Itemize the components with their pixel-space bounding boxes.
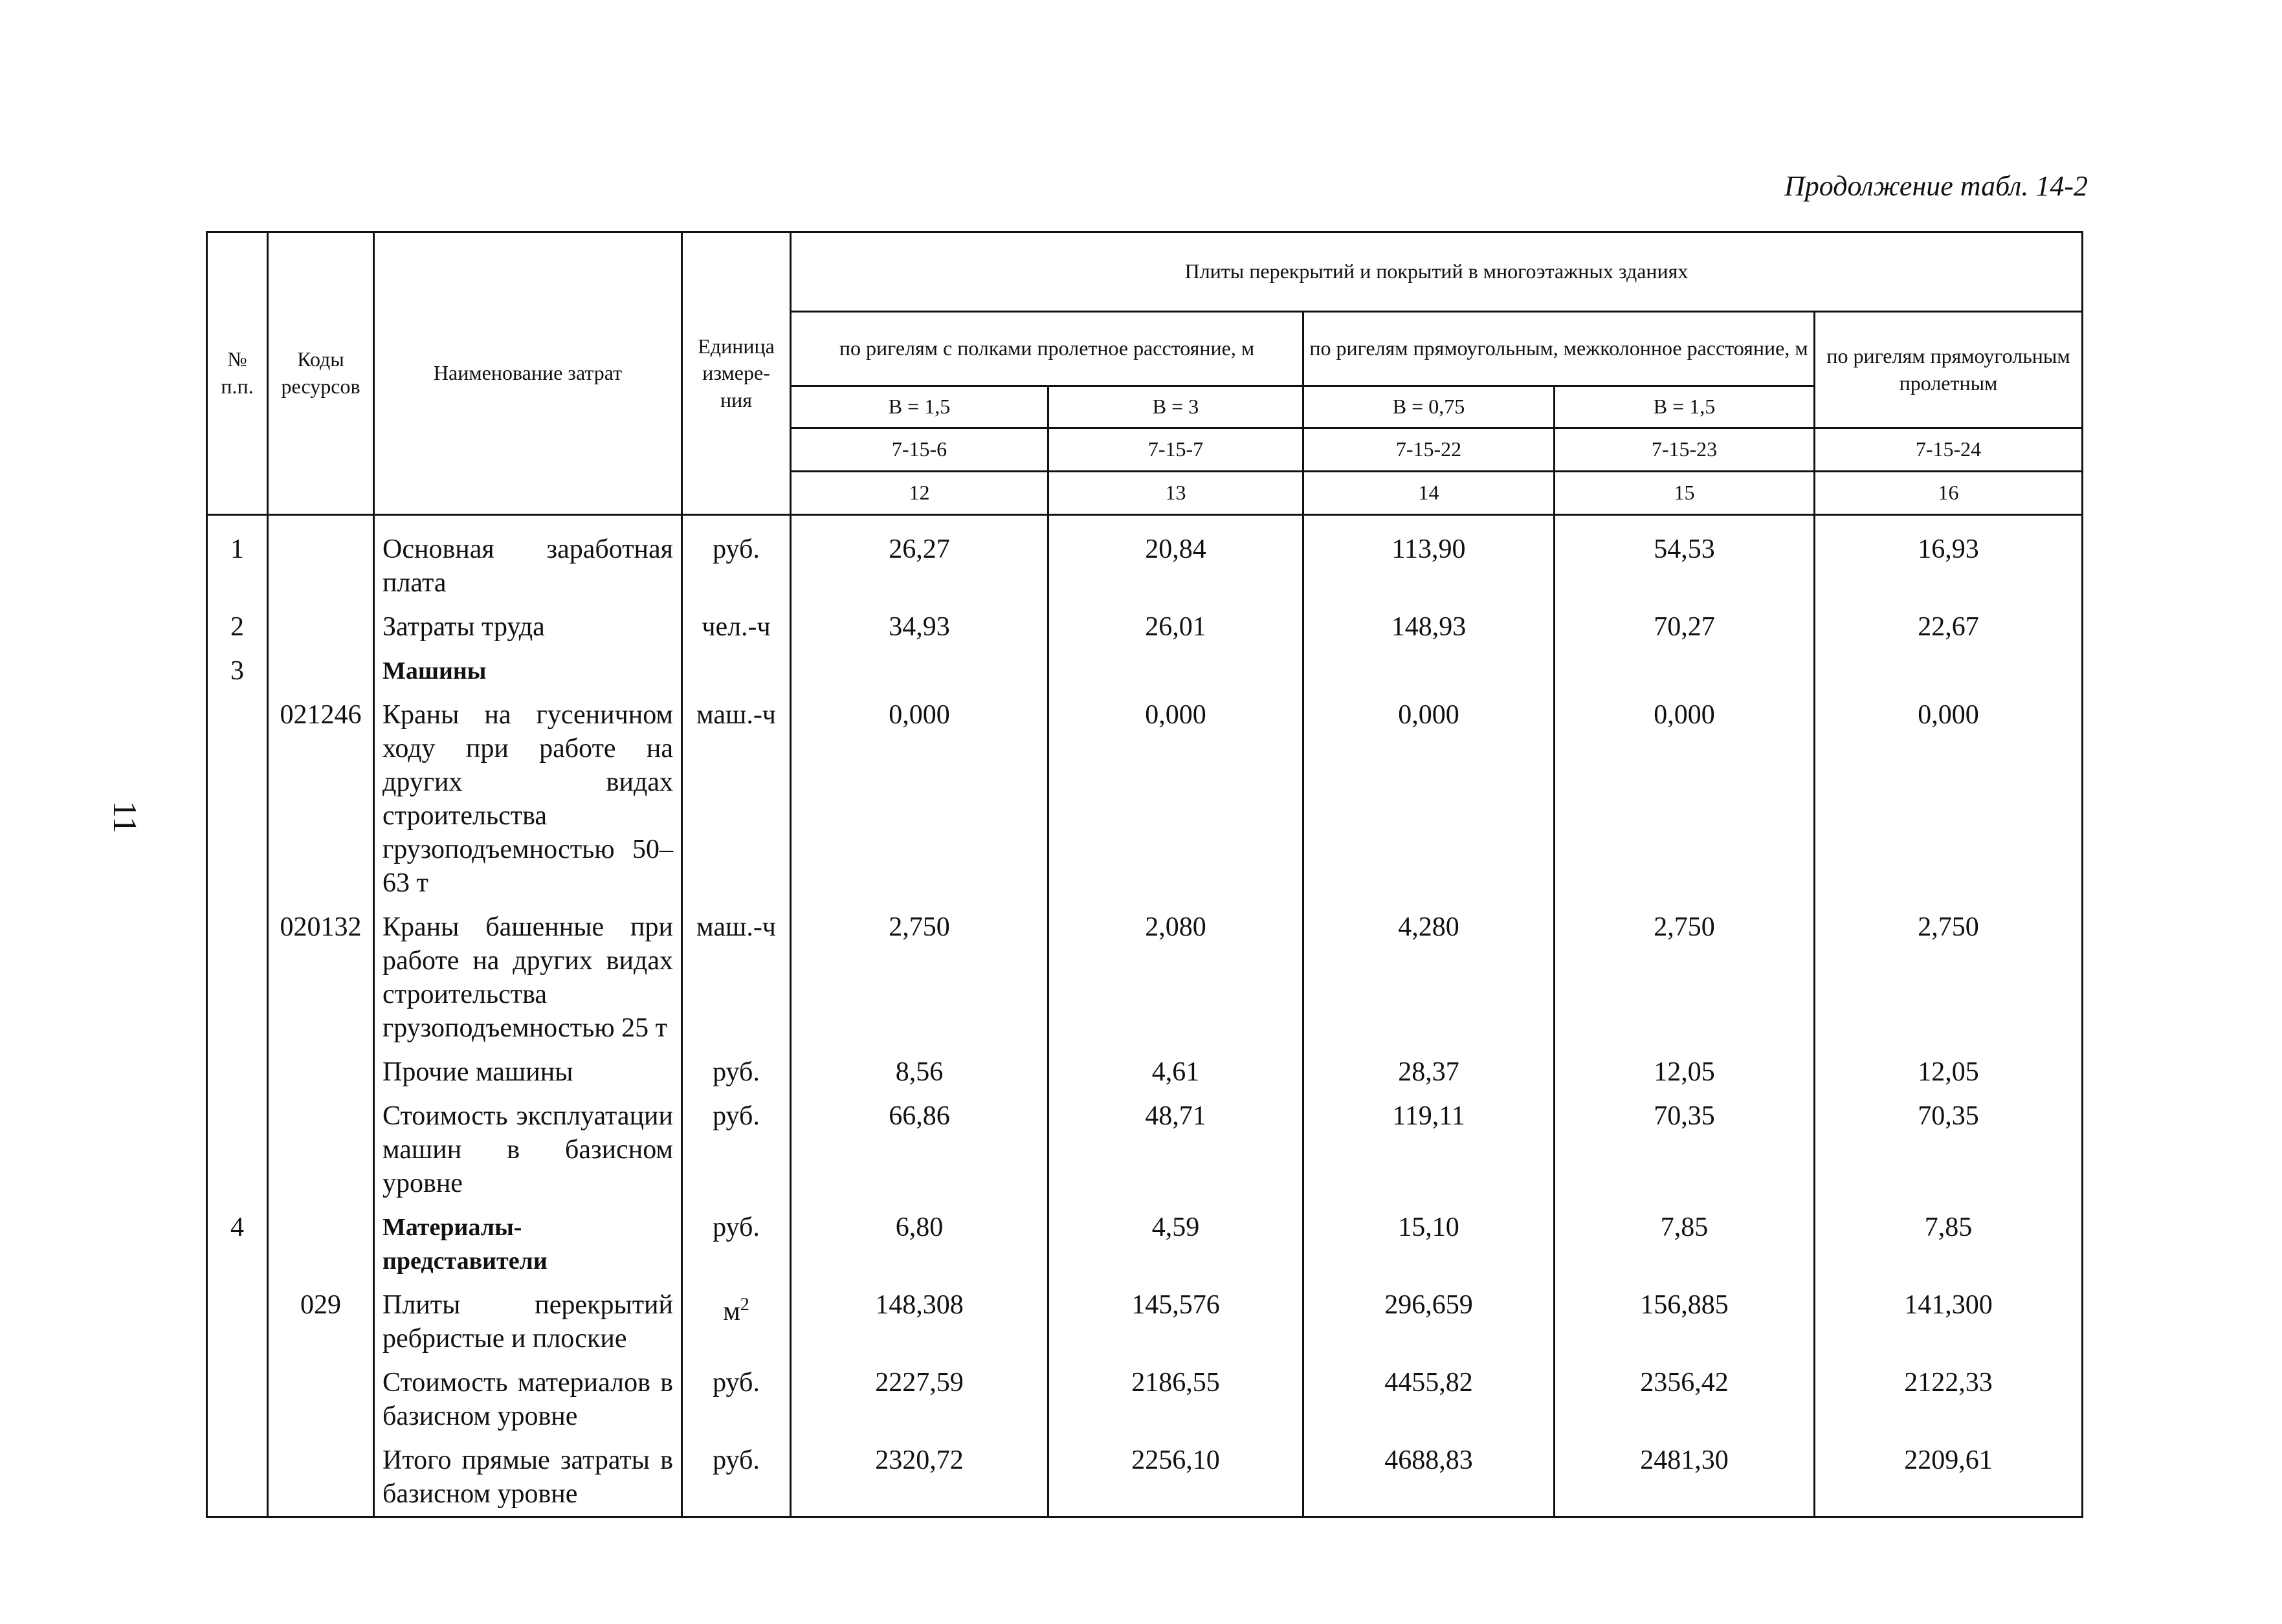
row-number — [207, 905, 268, 1050]
header-b-1: В = 1,5 — [791, 386, 1048, 428]
value-14: 119,11 — [1303, 1094, 1555, 1205]
resource-code — [268, 649, 374, 693]
resource-code — [268, 1205, 374, 1283]
cost-table — [206, 231, 2083, 1518]
unit: руб. — [682, 1438, 791, 1517]
cost-name: Прочие машины — [374, 1050, 682, 1094]
cost-name: Итого прямые затраты в базисном уровне — [374, 1438, 682, 1517]
unit: чел.-ч — [682, 605, 791, 649]
row-number: 1 — [207, 515, 268, 606]
header-col-unit: Единица измере-ния — [682, 232, 791, 515]
resource-code: 020132 — [268, 905, 374, 1050]
value-12: 34,93 — [791, 605, 1048, 649]
header-b-2: В = 3 — [1048, 386, 1303, 428]
header-num-4: 15 — [1555, 472, 1815, 515]
value-15: 70,35 — [1555, 1094, 1815, 1205]
value-12: 2320,72 — [791, 1438, 1048, 1517]
value-16: 2,750 — [1815, 905, 2083, 1050]
value-14: 28,37 — [1303, 1050, 1555, 1094]
header-col-name: Наименование затрат — [374, 232, 682, 515]
cost-name: Затраты труда — [374, 605, 682, 649]
row-number: 4 — [207, 1205, 268, 1283]
value-12: 2227,59 — [791, 1361, 1048, 1438]
header-num-2: 13 — [1048, 472, 1303, 515]
value-16 — [1815, 649, 2083, 693]
value-16: 70,35 — [1815, 1094, 2083, 1205]
value-13: 4,59 — [1048, 1205, 1303, 1283]
header-code-3: 7-15-22 — [1303, 428, 1555, 472]
header-code-1: 7-15-6 — [791, 428, 1048, 472]
row-number — [207, 1283, 268, 1361]
value-14: 296,659 — [1303, 1283, 1555, 1361]
unit: руб. — [682, 1094, 791, 1205]
table-row — [207, 1283, 2083, 1361]
header-code-5: 7-15-24 — [1815, 428, 2083, 472]
value-12: 148,308 — [791, 1283, 1048, 1361]
table-row — [207, 1205, 2083, 1283]
value-15: 12,05 — [1555, 1050, 1815, 1094]
header-subgroup-1: по ригелям с полками пролетное расстояние, м — [791, 312, 1303, 386]
unit-text: м — [723, 1297, 740, 1326]
header-num-3: 14 — [1303, 472, 1555, 515]
value-14: 15,10 — [1303, 1205, 1555, 1283]
value-12: 6,80 — [791, 1205, 1048, 1283]
value-16: 22,67 — [1815, 605, 2083, 649]
table-row — [207, 1361, 2083, 1438]
value-14 — [1303, 649, 1555, 693]
resource-code: 021246 — [268, 693, 374, 905]
header-col-no: № п.п. — [207, 232, 268, 515]
value-14: 4,280 — [1303, 905, 1555, 1050]
value-13: 0,000 — [1048, 693, 1303, 905]
value-14: 4688,83 — [1303, 1438, 1555, 1517]
value-12: 26,27 — [791, 515, 1048, 606]
header-b-3: В = 0,75 — [1303, 386, 1555, 428]
unit — [682, 1283, 791, 1361]
unit: маш.-ч — [682, 693, 791, 905]
section-heading: Материалы-представители — [374, 1205, 682, 1283]
value-13: 26,01 — [1048, 605, 1303, 649]
value-13: 2186,55 — [1048, 1361, 1303, 1438]
cost-name: Краны на гусеничном ходу при работе на других видах строительства грузоподъемностью 50–63 т — [374, 693, 682, 905]
value-16: 2122,33 — [1815, 1361, 2083, 1438]
row-number — [207, 1094, 268, 1205]
value-15: 70,27 — [1555, 605, 1815, 649]
value-12 — [791, 649, 1048, 693]
resource-code — [268, 1438, 374, 1517]
header-col-codes: Коды ресурсов — [268, 232, 374, 515]
value-15: 2481,30 — [1555, 1438, 1815, 1517]
value-15: 2,750 — [1555, 905, 1815, 1050]
unit: руб. — [682, 1050, 791, 1094]
table-row — [207, 1438, 2083, 1517]
page-number: 11 — [106, 801, 143, 834]
row-number — [207, 693, 268, 905]
value-12: 8,56 — [791, 1050, 1048, 1094]
section-heading: Машины — [374, 649, 682, 693]
value-14: 113,90 — [1303, 515, 1555, 606]
table-row — [207, 1050, 2083, 1094]
header-num-5: 16 — [1815, 472, 2083, 515]
table-row — [207, 649, 2083, 693]
table-row — [207, 1094, 2083, 1205]
value-14: 0,000 — [1303, 693, 1555, 905]
value-12: 2,750 — [791, 905, 1048, 1050]
value-15: 7,85 — [1555, 1205, 1815, 1283]
value-15: 0,000 — [1555, 693, 1815, 905]
resource-code — [268, 1361, 374, 1438]
value-15 — [1555, 649, 1815, 693]
unit: руб. — [682, 515, 791, 606]
value-12: 0,000 — [791, 693, 1048, 905]
header-num-1: 12 — [791, 472, 1048, 515]
table-continuation-caption: Продолжение табл. 14-2 — [1784, 170, 2088, 202]
value-16: 141,300 — [1815, 1283, 2083, 1361]
value-13 — [1048, 649, 1303, 693]
row-number: 2 — [207, 605, 268, 649]
unit: руб. — [682, 1205, 791, 1283]
value-16: 2209,61 — [1815, 1438, 2083, 1517]
row-number: 3 — [207, 649, 268, 693]
value-16: 16,93 — [1815, 515, 2083, 606]
value-13: 2256,10 — [1048, 1438, 1303, 1517]
value-15: 2356,42 — [1555, 1361, 1815, 1438]
cost-name: Краны башенные при работе на других видах строительства грузоподъемностью 25 т — [374, 905, 682, 1050]
cost-name: Основная заработная плата — [374, 515, 682, 606]
header-subgroup-3: по ригелям прямоугольным пролетным — [1815, 312, 2083, 428]
value-13: 145,576 — [1048, 1283, 1303, 1361]
row-number — [207, 1050, 268, 1094]
row-number — [207, 1438, 268, 1517]
resource-code — [268, 605, 374, 649]
value-14: 148,93 — [1303, 605, 1555, 649]
value-15: 54,53 — [1555, 515, 1815, 606]
value-16: 12,05 — [1815, 1050, 2083, 1094]
value-13: 2,080 — [1048, 905, 1303, 1050]
unit: маш.-ч — [682, 905, 791, 1050]
cost-name: Стоимость эксплуатации машин в базисном уровне — [374, 1094, 682, 1205]
header-group-title: Плиты перекрытий и покрытий в многоэтажных зданиях — [791, 232, 2083, 312]
table-row — [207, 905, 2083, 1050]
table-row — [207, 605, 2083, 649]
unit-exponent: 2 — [740, 1295, 749, 1315]
table-row — [207, 515, 2083, 606]
cost-name: Стоимость материалов в базисном уровне — [374, 1361, 682, 1438]
value-16: 0,000 — [1815, 693, 2083, 905]
value-15: 156,885 — [1555, 1283, 1815, 1361]
header-code-2: 7-15-7 — [1048, 428, 1303, 472]
resource-code — [268, 515, 374, 606]
table-row — [207, 693, 2083, 905]
value-13: 20,84 — [1048, 515, 1303, 606]
value-14: 4455,82 — [1303, 1361, 1555, 1438]
row-number — [207, 1361, 268, 1438]
header-b-4: В = 1,5 — [1555, 386, 1815, 428]
header-code-4: 7-15-23 — [1555, 428, 1815, 472]
unit: руб. — [682, 1361, 791, 1438]
value-13: 48,71 — [1048, 1094, 1303, 1205]
resource-code — [268, 1094, 374, 1205]
value-16: 7,85 — [1815, 1205, 2083, 1283]
unit — [682, 649, 791, 693]
resource-code: 029 — [268, 1283, 374, 1361]
value-13: 4,61 — [1048, 1050, 1303, 1094]
resource-code — [268, 1050, 374, 1094]
header-subgroup-2: по ригелям прямоугольным, межколонное расстояние, м — [1303, 312, 1815, 386]
value-12: 66,86 — [791, 1094, 1048, 1205]
cost-name: Плиты перекрытий ребристые и плоские — [374, 1283, 682, 1361]
